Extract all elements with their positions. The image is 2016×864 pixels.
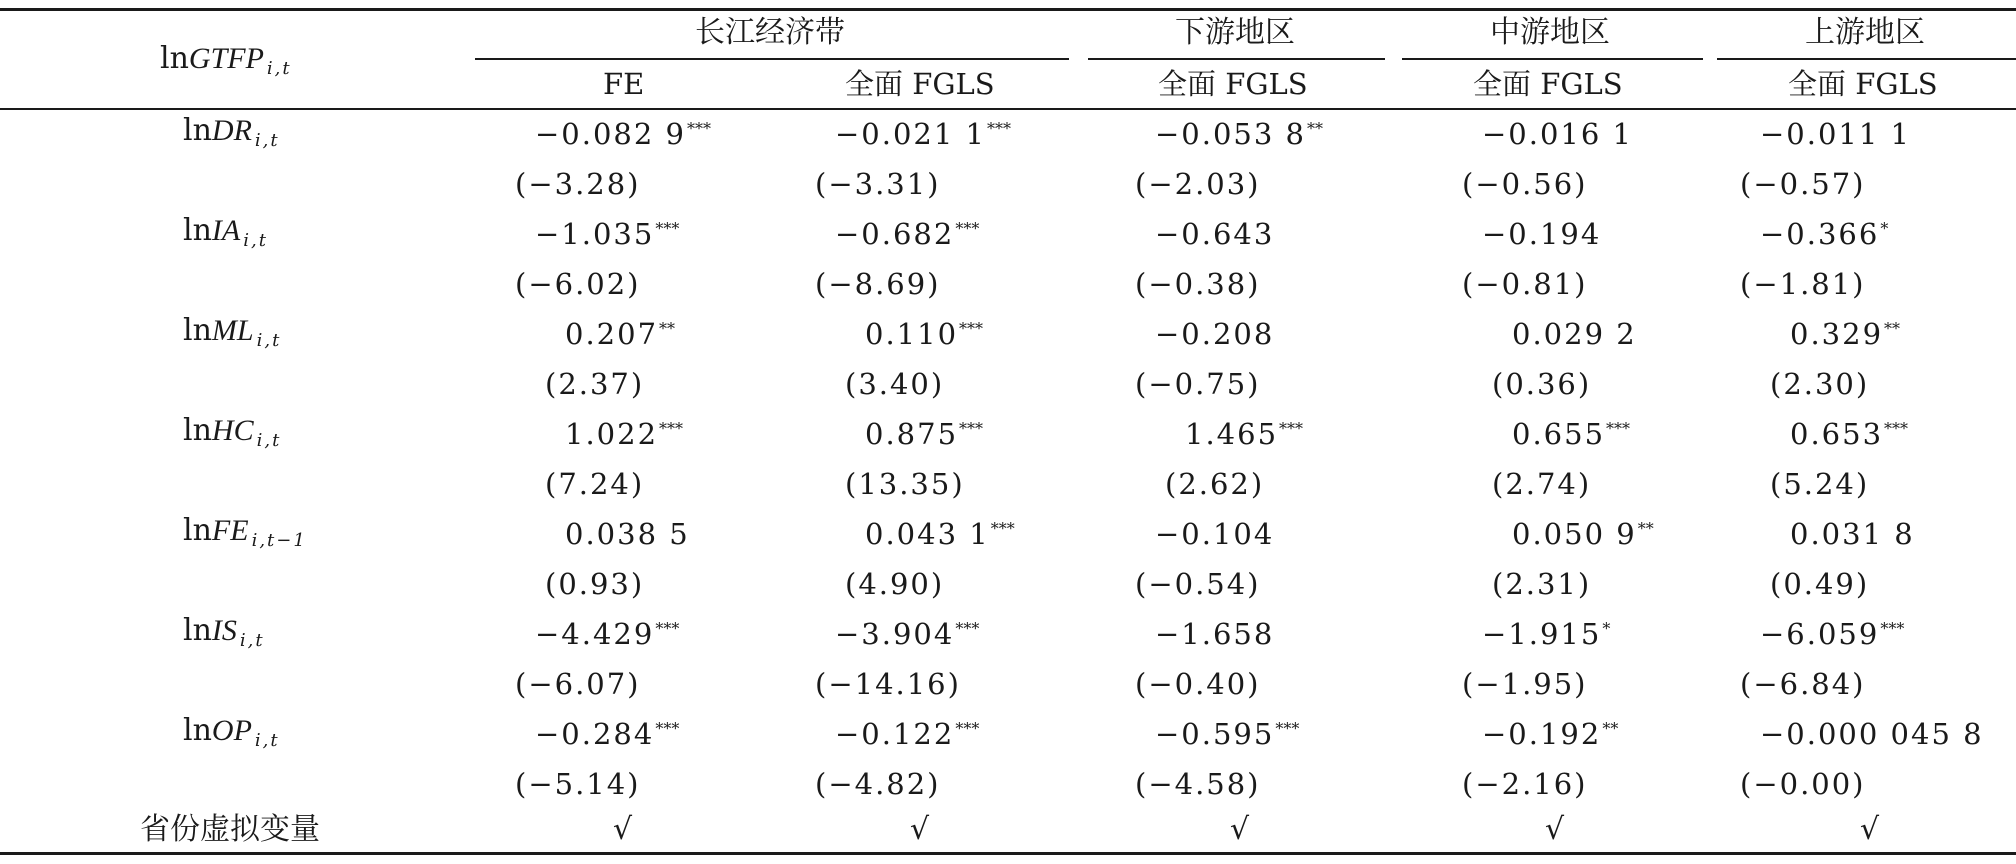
t-statistic-cell: (−0.75)	[1135, 367, 1261, 401]
group-rule-yangtze	[475, 58, 1069, 60]
variable-name: ML	[211, 314, 254, 347]
coefficient-cell	[1185, 417, 1304, 451]
coefficient-value: −0.192	[1482, 717, 1602, 751]
variable-name: OP	[211, 714, 252, 747]
coefficient-value: 0.655	[1512, 417, 1606, 451]
variable-label	[183, 413, 282, 451]
coefficient-value: −0.208	[1155, 317, 1275, 351]
t-statistic-cell: (2.31)	[1492, 567, 1592, 601]
coefficient-value: −1.915	[1482, 617, 1602, 651]
group-header-lower: 下游地区	[1175, 15, 1295, 50]
significance-stars: ***	[959, 419, 984, 438]
significance-stars: ***	[1880, 619, 1905, 638]
variable-name: HC	[211, 414, 254, 447]
coefficient-value: 0.050 9	[1512, 517, 1637, 551]
coefficient-value: −0.021 1	[835, 117, 986, 151]
coefficient-value: 1.465	[1185, 417, 1279, 451]
significance-stars: ***	[990, 519, 1015, 538]
coefficient-value: −0.194	[1482, 217, 1602, 251]
coefficient-cell	[535, 617, 680, 651]
variable-label	[183, 613, 265, 651]
coefficient-value: −0.104	[1155, 517, 1275, 551]
province-dummy-label: 省份虚拟变量	[140, 812, 320, 847]
coefficient-value: −0.122	[835, 717, 955, 751]
coefficient-value: −0.366	[1760, 217, 1880, 251]
variable-prefix: ln	[183, 213, 212, 248]
coefficient-value: −0.016 1	[1482, 117, 1633, 151]
dependent-variable-label: lnGTFP $_{i,t}$	[160, 41, 292, 79]
coefficient-cell	[865, 517, 1015, 551]
coefficient-cell	[835, 717, 980, 751]
bottom-rule	[0, 852, 2016, 855]
t-statistic-cell: (−1.95)	[1462, 667, 1588, 701]
coefficient-value: −1.035	[535, 217, 655, 251]
checkmark: √	[613, 812, 633, 847]
t-statistic-cell: (−0.56)	[1462, 167, 1588, 201]
coefficient-cell	[1482, 117, 1633, 151]
t-statistic-cell: (0.49)	[1770, 567, 1870, 601]
coefficient-value: −6.059	[1760, 617, 1880, 651]
t-statistic-cell: (−0.40)	[1135, 667, 1261, 701]
coefficient-value: −0.053 8	[1155, 117, 1306, 151]
checkmark: √	[1545, 812, 1565, 847]
column-header-fgls-yangtze: 全面 FGLS	[845, 67, 995, 101]
coefficient-value: −3.904	[835, 617, 955, 651]
column-header-fgls-lower: 全面 FGLS	[1158, 67, 1308, 101]
t-statistic-cell: (−0.38)	[1135, 267, 1261, 301]
coefficient-cell	[1512, 517, 1654, 551]
coefficient-value: 0.029 2	[1512, 317, 1637, 351]
column-header-fgls-upper: 全面 FGLS	[1788, 67, 1938, 101]
significance-stars: ***	[659, 419, 684, 438]
variable-prefix: ln	[183, 713, 212, 748]
significance-stars: **	[1884, 319, 1901, 338]
coefficient-cell	[1760, 217, 1889, 251]
coefficient-cell	[1760, 117, 1911, 151]
variable-subscript: i,t	[254, 130, 280, 151]
coefficient-value: 0.875	[865, 417, 959, 451]
coefficient-value: −0.011 1	[1760, 117, 1911, 151]
coefficient-cell	[535, 217, 680, 251]
t-statistic-cell: (4.90)	[845, 567, 945, 601]
significance-stars: ***	[1884, 419, 1909, 438]
variable-name: IS	[211, 614, 237, 647]
t-statistic-cell: (−2.03)	[1135, 167, 1261, 201]
variable-subscript: i,t	[254, 730, 280, 751]
significance-stars: ***	[959, 319, 984, 338]
coefficient-cell	[1482, 217, 1602, 251]
significance-stars: ***	[687, 119, 711, 138]
significance-stars: *	[1880, 219, 1889, 238]
significance-stars: *	[1602, 619, 1611, 638]
variable-subscript: i,t−1	[251, 530, 307, 551]
coefficient-value: −0.643	[1155, 217, 1275, 251]
variable-name: DR	[211, 114, 252, 147]
coefficient-cell	[1760, 617, 1905, 651]
coefficient-value: −1.658	[1155, 617, 1275, 651]
t-statistic-cell: (13.35)	[845, 467, 965, 501]
coefficient-cell	[1512, 417, 1631, 451]
coefficient-value: 0.207	[565, 317, 659, 351]
t-statistic-cell: (2.37)	[545, 367, 645, 401]
coefficient-cell	[1155, 517, 1275, 551]
t-statistic-cell: (0.93)	[545, 567, 645, 601]
variable-prefix: ln	[183, 113, 212, 148]
coefficient-cell	[1790, 317, 1901, 351]
coefficient-value: 0.110	[865, 317, 959, 351]
coefficient-value: 1.022	[565, 417, 659, 451]
significance-stars: **	[659, 319, 676, 338]
group-rule-middle	[1402, 58, 1703, 60]
significance-stars: **	[1602, 719, 1619, 738]
t-statistic-cell: (−14.16)	[815, 667, 961, 701]
variable-label	[183, 213, 268, 251]
t-statistic-cell: (−6.02)	[515, 267, 641, 301]
variable-name: IA	[211, 214, 241, 247]
t-statistic-cell: (−0.57)	[1740, 167, 1866, 201]
variable-subscript: i,t	[243, 230, 268, 251]
column-header-fe: FE	[603, 67, 645, 101]
significance-stars: ***	[955, 719, 980, 738]
coefficient-cell	[535, 117, 711, 151]
t-statistic-cell: (−4.82)	[815, 767, 941, 801]
t-statistic-cell: (5.24)	[1770, 467, 1870, 501]
variable-prefix: ln	[183, 413, 212, 448]
t-statistic-cell: (−5.14)	[515, 767, 641, 801]
coefficient-cell	[1155, 117, 1323, 151]
significance-stars: ***	[655, 719, 680, 738]
column-header-fgls-middle: 全面 FGLS	[1473, 67, 1623, 101]
coefficient-value: 0.038 5	[565, 517, 690, 551]
checkmark: √	[1860, 812, 1880, 847]
coefficient-value: −0.595	[1155, 717, 1275, 751]
t-statistic-cell: (−3.31)	[815, 167, 941, 201]
t-statistic-cell: (−8.69)	[815, 267, 941, 301]
t-statistic-cell: (0.36)	[1492, 367, 1592, 401]
variable-prefix: ln	[183, 313, 212, 348]
coefficient-cell	[1155, 317, 1275, 351]
significance-stars: **	[1307, 119, 1323, 138]
significance-stars: ***	[1606, 419, 1631, 438]
coefficient-cell	[565, 317, 676, 351]
coefficient-value: −0.000 045 8	[1760, 717, 1984, 751]
significance-stars: ***	[987, 119, 1011, 138]
significance-stars: ***	[955, 219, 980, 238]
t-statistic-cell: (2.30)	[1770, 367, 1870, 401]
significance-stars: ***	[955, 619, 980, 638]
t-statistic-cell: (7.24)	[545, 467, 645, 501]
coefficient-cell	[1790, 417, 1909, 451]
coefficient-cell	[1760, 717, 1984, 751]
variable-prefix: ln	[183, 613, 212, 648]
group-rule-lower	[1088, 58, 1385, 60]
variable-subscript: i,t	[239, 630, 265, 651]
group-header-middle: 中游地区	[1490, 15, 1610, 50]
coefficient-cell	[1482, 617, 1611, 651]
top-rule	[0, 8, 2016, 11]
coefficient-cell	[1155, 717, 1300, 751]
coefficient-cell	[1790, 517, 1915, 551]
variable-name: FE	[211, 514, 249, 547]
variable-subscript: i,t	[256, 330, 282, 351]
group-header-yangtze: 长江经济带	[695, 15, 845, 50]
coefficient-cell	[865, 417, 984, 451]
coefficient-cell	[1155, 617, 1275, 651]
coefficient-value: −4.429	[535, 617, 655, 651]
variable-subscript: i,t	[256, 430, 282, 451]
t-statistic-cell: (−0.00)	[1740, 767, 1866, 801]
coefficient-value: −0.682	[835, 217, 955, 251]
coefficient-value: 0.653	[1790, 417, 1884, 451]
coefficient-value: −0.284	[535, 717, 655, 751]
variable-label	[183, 313, 282, 351]
significance-stars: ***	[655, 619, 680, 638]
coefficient-cell	[865, 317, 984, 351]
coefficient-cell	[1155, 217, 1275, 251]
significance-stars: ***	[655, 219, 680, 238]
t-statistic-cell: (−0.54)	[1135, 567, 1261, 601]
coefficient-cell	[565, 517, 690, 551]
t-statistic-cell: (−3.28)	[515, 167, 641, 201]
coefficient-value: −0.082 9	[535, 117, 686, 151]
variable-label	[183, 713, 280, 751]
significance-stars: ***	[1275, 719, 1300, 738]
header-bottom-rule	[0, 108, 2016, 110]
coefficient-cell	[1512, 317, 1637, 351]
t-statistic-cell: (−6.84)	[1740, 667, 1866, 701]
t-statistic-cell: (3.40)	[845, 367, 945, 401]
coefficient-cell	[1482, 717, 1619, 751]
t-statistic-cell: (2.74)	[1492, 467, 1592, 501]
t-statistic-cell: (2.62)	[1165, 467, 1265, 501]
variable-prefix: ln	[183, 513, 212, 548]
t-statistic-cell: (−6.07)	[515, 667, 641, 701]
t-statistic-cell: (−4.58)	[1135, 767, 1261, 801]
variable-label	[183, 113, 280, 151]
coefficient-cell	[835, 117, 1011, 151]
t-statistic-cell: (−1.81)	[1740, 267, 1866, 301]
variable-label	[183, 513, 307, 551]
t-statistic-cell: (−2.16)	[1462, 767, 1588, 801]
t-statistic-cell: (−0.81)	[1462, 267, 1588, 301]
coefficient-cell	[565, 417, 684, 451]
group-rule-upper	[1717, 58, 2016, 60]
coefficient-cell	[835, 217, 980, 251]
significance-stars: ***	[1279, 419, 1304, 438]
checkmark: √	[910, 812, 930, 847]
significance-stars: **	[1637, 519, 1654, 538]
checkmark: √	[1230, 812, 1250, 847]
coefficient-cell	[535, 717, 680, 751]
group-header-upper: 上游地区	[1805, 15, 1925, 50]
coefficient-value: 0.329	[1790, 317, 1884, 351]
coefficient-value: 0.031 8	[1790, 517, 1915, 551]
coefficient-value: 0.043 1	[865, 517, 990, 551]
coefficient-cell	[835, 617, 980, 651]
